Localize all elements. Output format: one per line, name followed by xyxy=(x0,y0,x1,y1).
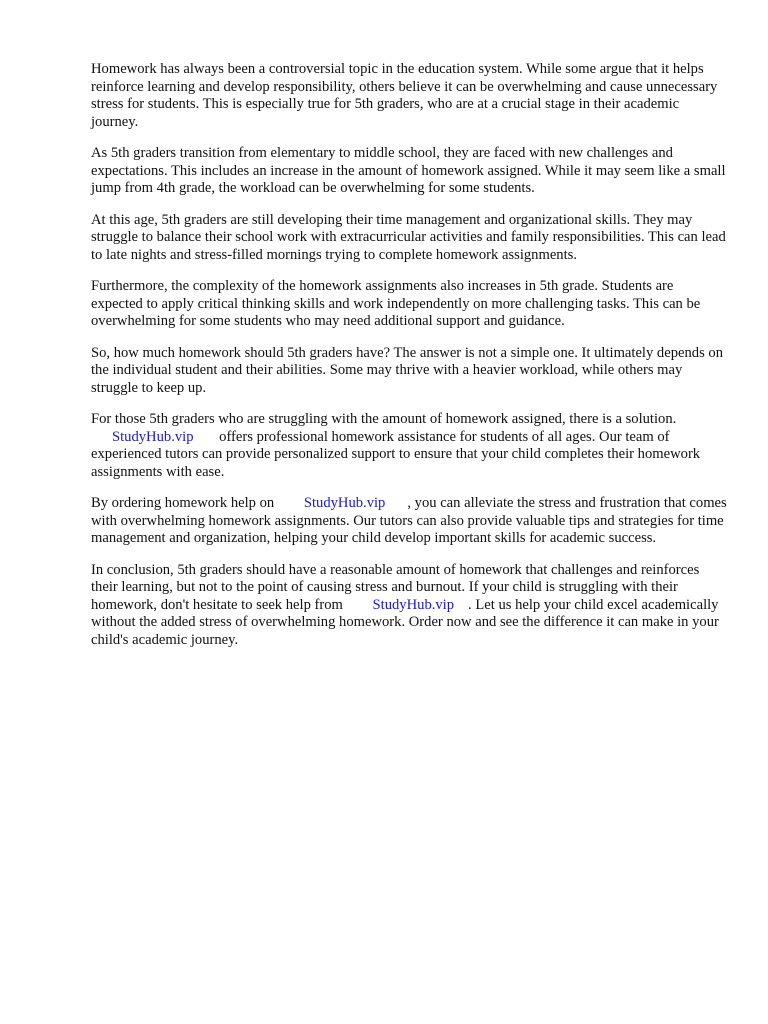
paragraph-8-text-after: . Let us help your child excel academically without the added stress of overwhelming homework. Order now and see the difference it can make in your child's academic journey. xyxy=(91,596,719,648)
document-body xyxy=(91,61,727,663)
paragraph-3: At this age, 5th graders are still developing their time management and organizational skills. They may struggle to balance their school work with extracurricular activities and family responsibilities. This can lead to late nights and stress-filled mornings trying to complete homework assignments. xyxy=(91,211,726,263)
studyhub-link-2[interactable]: StudyHub.vip xyxy=(303,495,386,511)
studyhub-link-3[interactable]: StudyHub.vip xyxy=(372,596,455,613)
paragraph-6-text-before: For those 5th graders who are struggling with the amount of homework assigned, there is a solution. xyxy=(91,411,677,427)
paragraph-7 xyxy=(91,495,727,548)
paragraph-4: Furthermore, the complexity of the homework assignments also increases in 5th grade. Students are expected to apply critical thinking skills and work independently on more challenging tasks. This can be overwhelming for some students who may need additional support and guidance. xyxy=(91,278,701,329)
paragraph-6-text-after: offers professional homework assistance for students of all ages. Our team of experienced tutors can provide personalized support to ensure that your child completes their homework assignments with ease. xyxy=(91,428,701,480)
paragraph-8 xyxy=(91,562,727,650)
paragraph-7-text-after: , you can alleviate the stress and frustration that comes with overwhelming homework assignments. Our tutors can also provide valuable tips and strategies for time management and organization, helping your child develop important skills for academic success. xyxy=(91,495,727,546)
paragraph-5: So, how much homework should 5th graders have? The answer is not a simple one. It ultimately depends on the individual student and their abilities. Some may thrive with a heavier workload, while others may struggle to keep up. xyxy=(91,344,723,396)
paragraph-1: Homework has always been a controversial topic in the education system. While some argue that it helps reinforce learning and develop responsibility, others believe it can be overwhelming and cause unnecessary stress for students. This is especially true for 5th graders, who are at a crucial stage in their academic journey. xyxy=(91,61,718,130)
paragraph-2: As 5th graders transition from elementary to middle school, they are faced with new challenges and expectations. This includes an increase in the amount of homework assigned. While it may seem like a small jump from 4th grade, the workload can be overwhelming for some students. xyxy=(91,145,726,196)
studyhub-link-1[interactable]: StudyHub.vip xyxy=(112,428,194,445)
paragraph-6 xyxy=(91,411,727,481)
paragraph-7-text-before: By ordering homework help on xyxy=(91,495,275,511)
paragraph-8-text-before: In conclusion, 5th graders should have a reasonable amount of homework that challenges and reinforces their learning, but not to the point of causing stress and burnout. If your child is struggling with their homework, don't hesitate to seek help from xyxy=(91,561,700,613)
